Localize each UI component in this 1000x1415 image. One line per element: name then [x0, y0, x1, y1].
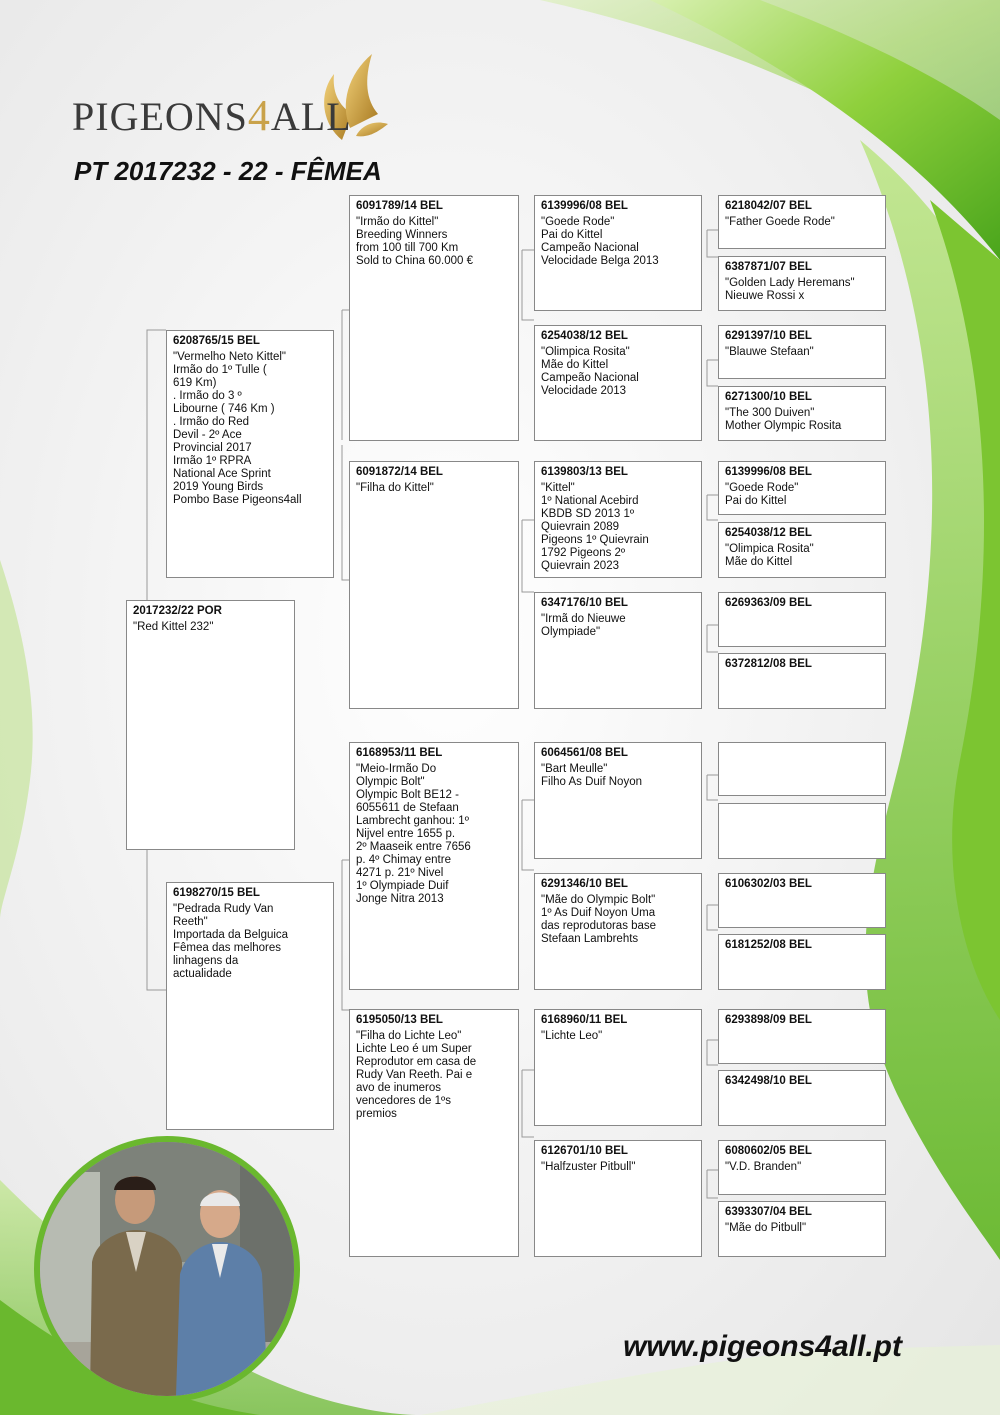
g4-ring: 6181252/08 BEL — [725, 939, 812, 951]
g4-ring: 6342498/10 BEL — [725, 1075, 812, 1087]
g3-box — [534, 325, 702, 441]
g3-info: "Lichte Leo" — [541, 1030, 603, 1042]
g3-info: "Bart Meulle" Filho As Duif Noyon — [541, 763, 642, 788]
g3-ring: 6347176/10 BEL — [541, 597, 628, 609]
g4-ring: 6393307/04 BEL — [725, 1206, 812, 1218]
g4-info: "Blauwe Stefaan" — [725, 346, 814, 358]
g3-ring: 6139803/13 BEL — [541, 466, 628, 478]
g3-info: "Mãe do Olympic Bolt" 1º As Duif Noyon Uma das reprodutoras base Stefaan Lambrehts — [541, 894, 657, 945]
dam-dam-box — [349, 1009, 519, 1257]
g4-ring: 6291397/10 BEL — [725, 330, 812, 342]
g4-box — [718, 1070, 886, 1126]
logo-all: ALL — [270, 94, 352, 139]
breeders-photo-image — [40, 1142, 294, 1396]
g3-ring: 6139996/08 BEL — [541, 200, 628, 212]
g3-box — [534, 592, 702, 709]
subject-info: "Red Kittel 232" — [133, 621, 214, 633]
g4-ring: 6139996/08 BEL — [725, 466, 812, 478]
g4-info: "Father Goede Rode" — [725, 216, 835, 228]
g3-ring: 6168960/11 BEL — [541, 1014, 628, 1026]
g4-info: "Olimpica Rosita" Mãe do Kittel — [725, 543, 814, 568]
sire-sire-ring: 6091789/14 BEL — [356, 200, 443, 212]
g3-box — [534, 1009, 702, 1126]
dam-ring: 6198270/15 BEL — [173, 887, 260, 899]
g3-box — [534, 195, 702, 311]
page-title: PT 2017232 - 22 - FÊMEA — [74, 156, 382, 186]
dam-sire-info: "Meio-Irmão Do Olympic Bolt" Olympic Bolt BE12 - 6055611 de Stefaan Lambrecht ganhou: 1º Nijvel entre 1655 p. 2º Maaseik entre 7656 p. 4º Chimay entre 4271 p. 21º Nivel 1º Olympiade Duif Jonge Nitra 2013 — [356, 763, 471, 905]
dam-info: "Pedrada Rudy Van Reeth" Importada da Belguica Fêmea das melhores linhagens da actualidade — [173, 903, 289, 980]
sire-dam-box — [349, 461, 519, 709]
g4-box — [718, 195, 886, 249]
g4-box — [718, 742, 886, 796]
dam-dam-info: "Filha do Lichte Leo" Lichte Leo é um Super Reprodutor em casa de Rudy Van Reeth. Pai e avo de inumeros vencedores de 1ºs premios — [356, 1030, 477, 1120]
g4-box — [718, 653, 886, 709]
g3-box — [534, 873, 702, 990]
g3-box — [534, 742, 702, 859]
subject-box — [126, 600, 295, 850]
sire-dam-ring: 6091872/14 BEL — [356, 466, 443, 478]
g4-box — [718, 461, 886, 515]
sire-dam-info: "Filha do Kittel" — [356, 482, 434, 494]
g4-info: "Golden Lady Heremans" Nieuwe Rossi x — [725, 277, 855, 302]
g3-info: "Goede Rode" Pai do Kittel Campeão Nacional Velocidade Belga 2013 — [541, 216, 659, 267]
brand-logo — [72, 90, 352, 141]
g3-box — [534, 1140, 702, 1257]
g4-box — [718, 1201, 886, 1257]
g4-ring: 6387871/07 BEL — [725, 261, 812, 273]
g3-info: "Halfzuster Pitbull" — [541, 1161, 636, 1173]
website-url: www.pigeons4all.pt — [623, 1330, 902, 1363]
sire-box — [166, 330, 334, 578]
subject-ring: 2017232/22 POR — [133, 605, 222, 617]
g4-ring: 6269363/09 BEL — [725, 597, 812, 609]
g4-info: "Goede Rode" Pai do Kittel — [725, 482, 799, 507]
sire-sire-info: "Irmão do Kittel" Breeding Winners from 100 till 700 Km Sold to China 60.000 € — [356, 216, 474, 267]
g4-ring: 6080602/05 BEL — [725, 1145, 812, 1157]
g4-ring: 6293898/09 BEL — [725, 1014, 812, 1026]
g3-ring: 6064561/08 BEL — [541, 747, 628, 759]
g4-ring: 6372812/08 BEL — [725, 658, 812, 670]
g3-info: "Irmã do Nieuwe Olympiade" — [541, 613, 626, 638]
g4-info: "Mãe do Pitbull" — [725, 1222, 807, 1234]
g4-ring: 6218042/07 BEL — [725, 200, 812, 212]
g4-box — [718, 592, 886, 647]
g4-ring: 6106302/03 BEL — [725, 878, 812, 890]
dam-box — [166, 882, 334, 1130]
dam-sire-ring: 6168953/11 BEL — [356, 747, 443, 759]
g4-box — [718, 1009, 886, 1064]
dam-sire-box — [349, 742, 519, 990]
sire-ring: 6208765/15 BEL — [173, 335, 260, 347]
g4-box — [718, 256, 886, 311]
g4-box — [718, 325, 886, 379]
g3-ring: 6126701/10 BEL — [541, 1145, 628, 1157]
breeders-photo — [34, 1136, 300, 1402]
g4-ring: 6254038/12 BEL — [725, 527, 812, 539]
logo-four: 4 — [247, 91, 271, 140]
g4-box — [718, 803, 886, 859]
g4-box — [718, 522, 886, 578]
g4-box — [718, 873, 886, 928]
g4-info: "The 300 Duiven" Mother Olympic Rosita — [725, 407, 842, 432]
g3-ring: 6291346/10 BEL — [541, 878, 628, 890]
g4-box — [718, 1140, 886, 1195]
logo-text: PIGEONS — [72, 94, 248, 139]
g3-info: "Kittel" 1º National Acebird KBDB SD 2013 1º Quievrain 2089 Pigeons 1º Quievrain 1792 Pigeons 2º Quievrain 2023 — [541, 482, 649, 572]
sire-sire-box — [349, 195, 519, 441]
g3-info: "Olimpica Rosita" Mãe do Kittel Campeão Nacional Velocidade 2013 — [541, 346, 639, 397]
g3-box — [534, 461, 702, 578]
g4-info: "V.D. Branden" — [725, 1161, 802, 1173]
g3-ring: 6254038/12 BEL — [541, 330, 628, 342]
dam-dam-ring: 6195050/13 BEL — [356, 1014, 443, 1026]
g4-box — [718, 934, 886, 990]
g4-ring: 6271300/10 BEL — [725, 391, 812, 403]
sire-info: "Vermelho Neto Kittel" Irmão do 1º Tulle ( 619 Km) . Irmão do 3 º Libourne ( 746 Km ) . Irmão do Red Devil - 2º Ace Provincial 2017 Irmão 1º RPRA National Ace Sprint 2019 Young Birds Pombo Base Pigeons4all — [173, 351, 302, 506]
g4-box — [718, 386, 886, 441]
